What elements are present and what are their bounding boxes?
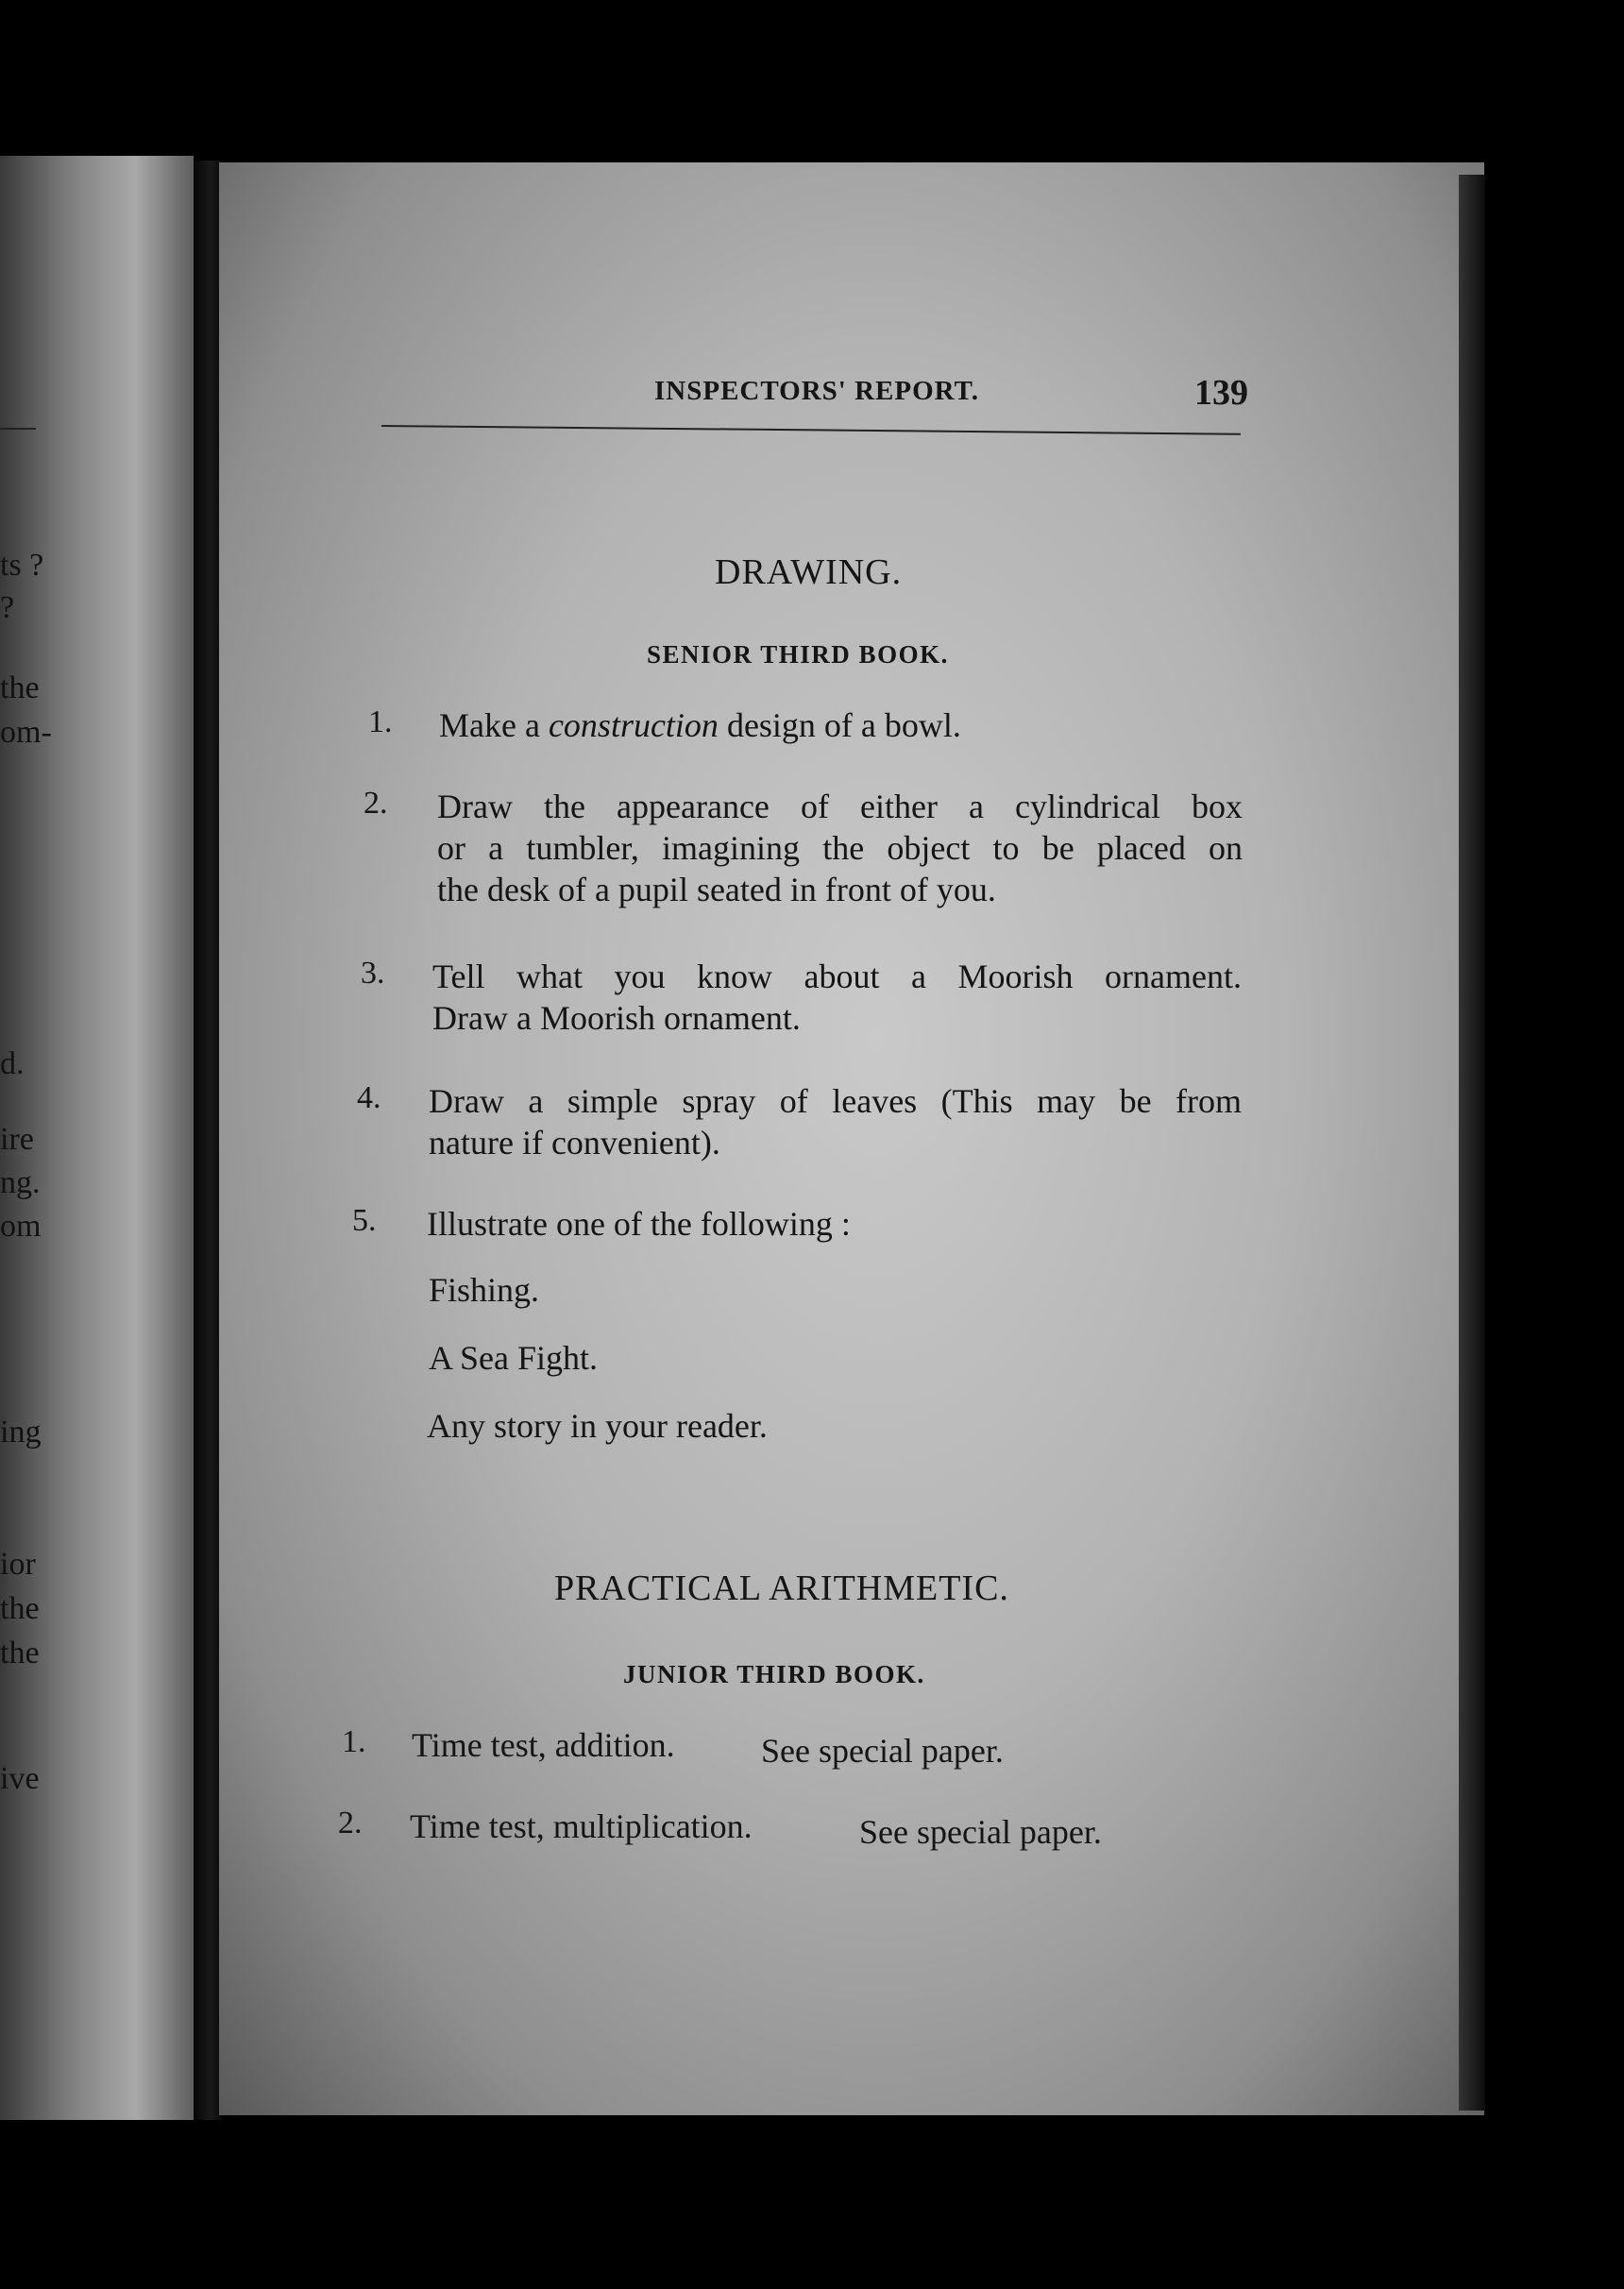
item-text: design of a bowl. xyxy=(718,706,961,744)
item-text-line: the desk of a pupil seated in front of you. xyxy=(437,871,996,908)
item-number: 2. xyxy=(364,786,388,821)
facing-page-edge xyxy=(0,156,194,2120)
section-title-drawing: DRAWING. xyxy=(715,552,903,592)
facing-page-rule xyxy=(0,428,36,430)
facing-fragment: d. xyxy=(0,1046,25,1081)
item-text-line: Draw a Moorish ornament. xyxy=(432,999,801,1037)
item-text: Time test, addition. xyxy=(412,1726,675,1764)
item-text: Time test, multiplication. xyxy=(410,1807,753,1845)
item-text-line: Tell what you know about a Moorish ornament. xyxy=(432,958,1242,995)
item-number: 1. xyxy=(342,1724,366,1759)
facing-fragment: the xyxy=(0,670,40,705)
item-text-line: Fishing. xyxy=(429,1271,540,1309)
item-number: 4. xyxy=(357,1080,381,1115)
item-number: 5. xyxy=(352,1203,377,1238)
item-text: Make a xyxy=(439,706,549,744)
facing-fragment: ng. xyxy=(0,1165,41,1200)
facing-fragment: ior xyxy=(0,1547,36,1582)
facing-fragment: om xyxy=(0,1209,42,1244)
facing-fragment: the xyxy=(0,1636,40,1670)
facing-fragment: ing xyxy=(0,1415,42,1450)
item-text-line: Illustrate one of the following : xyxy=(427,1205,851,1243)
subsection-title-junior-third: JUNIOR THIRD BOOK. xyxy=(623,1660,925,1688)
page-edge xyxy=(1459,175,1485,2111)
facing-fragment: ive xyxy=(0,1761,40,1796)
item-text-line: nature if convenient). xyxy=(429,1124,720,1161)
item-number: 2. xyxy=(338,1806,363,1840)
book-gutter xyxy=(194,161,222,2120)
book-page xyxy=(219,162,1484,2115)
item-number: 3. xyxy=(361,956,385,991)
item-text-line: Draw the appearance of either a cylindrical box xyxy=(437,788,1243,825)
item-text-line: A Sea Fight. xyxy=(429,1339,599,1377)
item-note: See special paper. xyxy=(761,1732,1004,1770)
item-text-italic: construction xyxy=(548,706,719,744)
item-number: 1. xyxy=(368,704,393,739)
facing-fragment: ? xyxy=(0,590,15,625)
item-note: See special paper. xyxy=(859,1813,1102,1851)
section-title-practical-arithmetic: PRACTICAL ARITHMETIC. xyxy=(554,1568,1009,1608)
facing-fragment: ire xyxy=(0,1122,34,1157)
facing-fragment: the xyxy=(0,1591,40,1626)
running-head: INSPECTORS' REPORT. xyxy=(654,376,980,406)
page-number: 139 xyxy=(1194,373,1248,413)
drawing-item-1 xyxy=(439,704,961,746)
facing-fragment: ts ? xyxy=(0,548,44,583)
item-text-line: or a tumbler, imagining the object to be placed on xyxy=(437,829,1243,867)
subsection-title-senior-third: SENIOR THIRD BOOK. xyxy=(647,640,949,669)
item-text-line: Any story in your reader. xyxy=(427,1407,768,1445)
item-text-line: Draw a simple spray of leaves (This may be from xyxy=(429,1082,1242,1120)
header-rule xyxy=(381,425,1241,435)
facing-fragment: om- xyxy=(0,715,52,750)
